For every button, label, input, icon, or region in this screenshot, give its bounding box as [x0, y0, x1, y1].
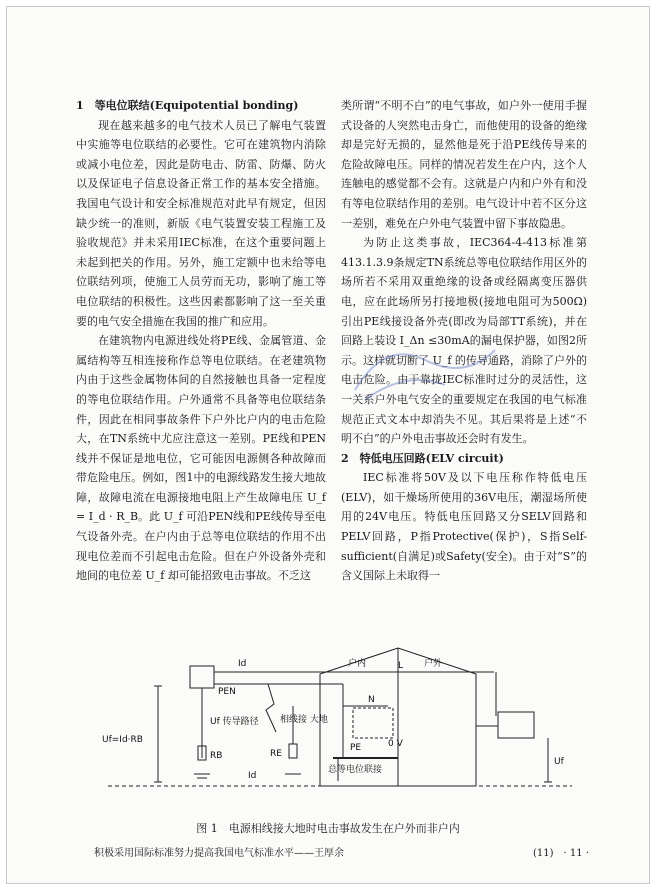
paragraph: 为防止这类事故，IEC364-4-413标准第413.1.3.9条规定TN系统总等电位联结作用区外的场所若不采用双重绝缘的设备或经隔离变压器供电，应在此场所另打接地极(接地电阻可为500Ω)引出PE线接设备外壳(即改为局部TT系统)，并在回路上装设 I_Δn ≤30mA的漏电保护器，如图2所示。这样就切断了 U_f 的传导通路，消除了户外的电击危险。由于靠拢IEC标准时过分的灵活性，这一关系户外电气安全的重要规定在我国的电气标准规范正式文本中却消失不见。其后果将是上述“不明不白”的户外电击事故还会时有发生。	[341, 236, 587, 446]
page-number: (11) · 11 ·	[533, 848, 589, 859]
label-uf-right: Uf	[554, 757, 564, 767]
paragraph: IEC标准将50V及以下电压称作特低电压(ELV)，如干燥场所使用的36V电压，潮湿场所使用的24V电压。特低电压回路又分SELV回路和PELV回路，P指Protective(保护)，S指Self-sufficient(自满足)或Safety(安全)。由于对“S”的含义国际上未取得一	[341, 471, 587, 583]
footer-title: 积极采用国际标准努力提高我国电气标准水平——王厚余	[94, 848, 344, 859]
left-column	[76, 96, 326, 586]
outdoor-equipment	[498, 712, 534, 738]
label-indoor: 户内	[348, 659, 367, 669]
fault-zigzag	[266, 684, 276, 732]
watermark-stamp	[345, 330, 505, 410]
label-RE: RE	[270, 749, 282, 759]
label-N: N	[368, 695, 375, 705]
paragraph: 在建筑物内电源进线处将PE线、金属管道、金属结构等互相连接称作总等电位联结。在老建筑物内由于这些金属物体间的自然接触也具备一定程度的等电位联结作用。户外通常不具备等电位联结条件，因此在相同事故条件下户外比户内的电击危险大，在TN系统中尤应注意这一差别。PE线和PEN线并不保证是地电位，它可能因电源侧各种故障而带危险电压。例如，图1中的电源线路发生接大地故障，故障电流在电源接地电阻上产生故障电压 U_f = I_d · R_B。此 U_f 可沿PEN线和PE线传导至电气设备外壳。在户内由于总等电位联结的作用不出现电位差而不引起电击危险。但在户外设备外壳和地间的电位差 U_f 却可能招致电击事故。不乏这	[76, 334, 326, 583]
section-heading-2: 2 特低电压回路(ELV circuit)	[341, 451, 504, 465]
paragraph: 类所谓“不明不白”的电气事故，如户外一使用手握式设备的人突然电击身亡，而他使用的设备的绝缘却是完好无损的，显然他是死于沿PE线传导来的危险故障电压。同样的情况若发生在户内，这个人连触电的感觉都不会有。这就是户内和户外有和没有等电位联结作用的差别。电气设计中若不区分这一差别，难免在户外电气装置中留下事故隐患。	[341, 99, 587, 230]
label-outdoor: 户外	[424, 659, 443, 669]
label-uf-path: Uf 传导路径	[210, 717, 259, 727]
figure-1-diagram	[98, 646, 582, 806]
label-0V: 0 V	[388, 739, 403, 749]
indoor-equipment	[353, 708, 393, 738]
label-RB: RB	[210, 751, 223, 761]
label-L: L	[398, 661, 404, 671]
label-id-top: Id	[238, 659, 247, 669]
label-PEN: PEN	[218, 687, 236, 697]
label-fault: 相线接 大地	[280, 715, 328, 725]
page-footer	[94, 844, 589, 859]
label-uf-equation: Uf=Id·RB	[102, 735, 143, 745]
figure-caption: 图 1 电源相线接大地时电击事故发生在户外而非户内	[196, 822, 460, 835]
label-PE: PE	[350, 743, 362, 753]
transformer-icon	[190, 666, 214, 688]
paragraph: 现在越来越多的电气技术人员已了解电气装置中实施等电位联结的必要性。它可在建筑物内消除或减小电位差，因此是防电击、防雷、防爆、防火以及保证电子信息设备正常工作的基本安全措施。我国电气设计和安全标准规范对此早有规定，但因缺少统一的准则，新版《电气装置安装工程施工及验收规范》并未采用IEC标准，在这个重要问题上未起到把关的作用。另外，施工定额中也未给等电位联结列项，使施工人员劳而无功，影响了施工等电位联结的积极性。这些因素都影响了这一至关重要的电气安全措施在我国的推广和应用。	[76, 118, 326, 328]
section-heading-1: 1 等电位联结(Equipotential bonding)	[76, 99, 299, 112]
label-main-bonding: 总等电位联接	[328, 765, 383, 775]
label-id-bottom: Id	[248, 771, 257, 781]
